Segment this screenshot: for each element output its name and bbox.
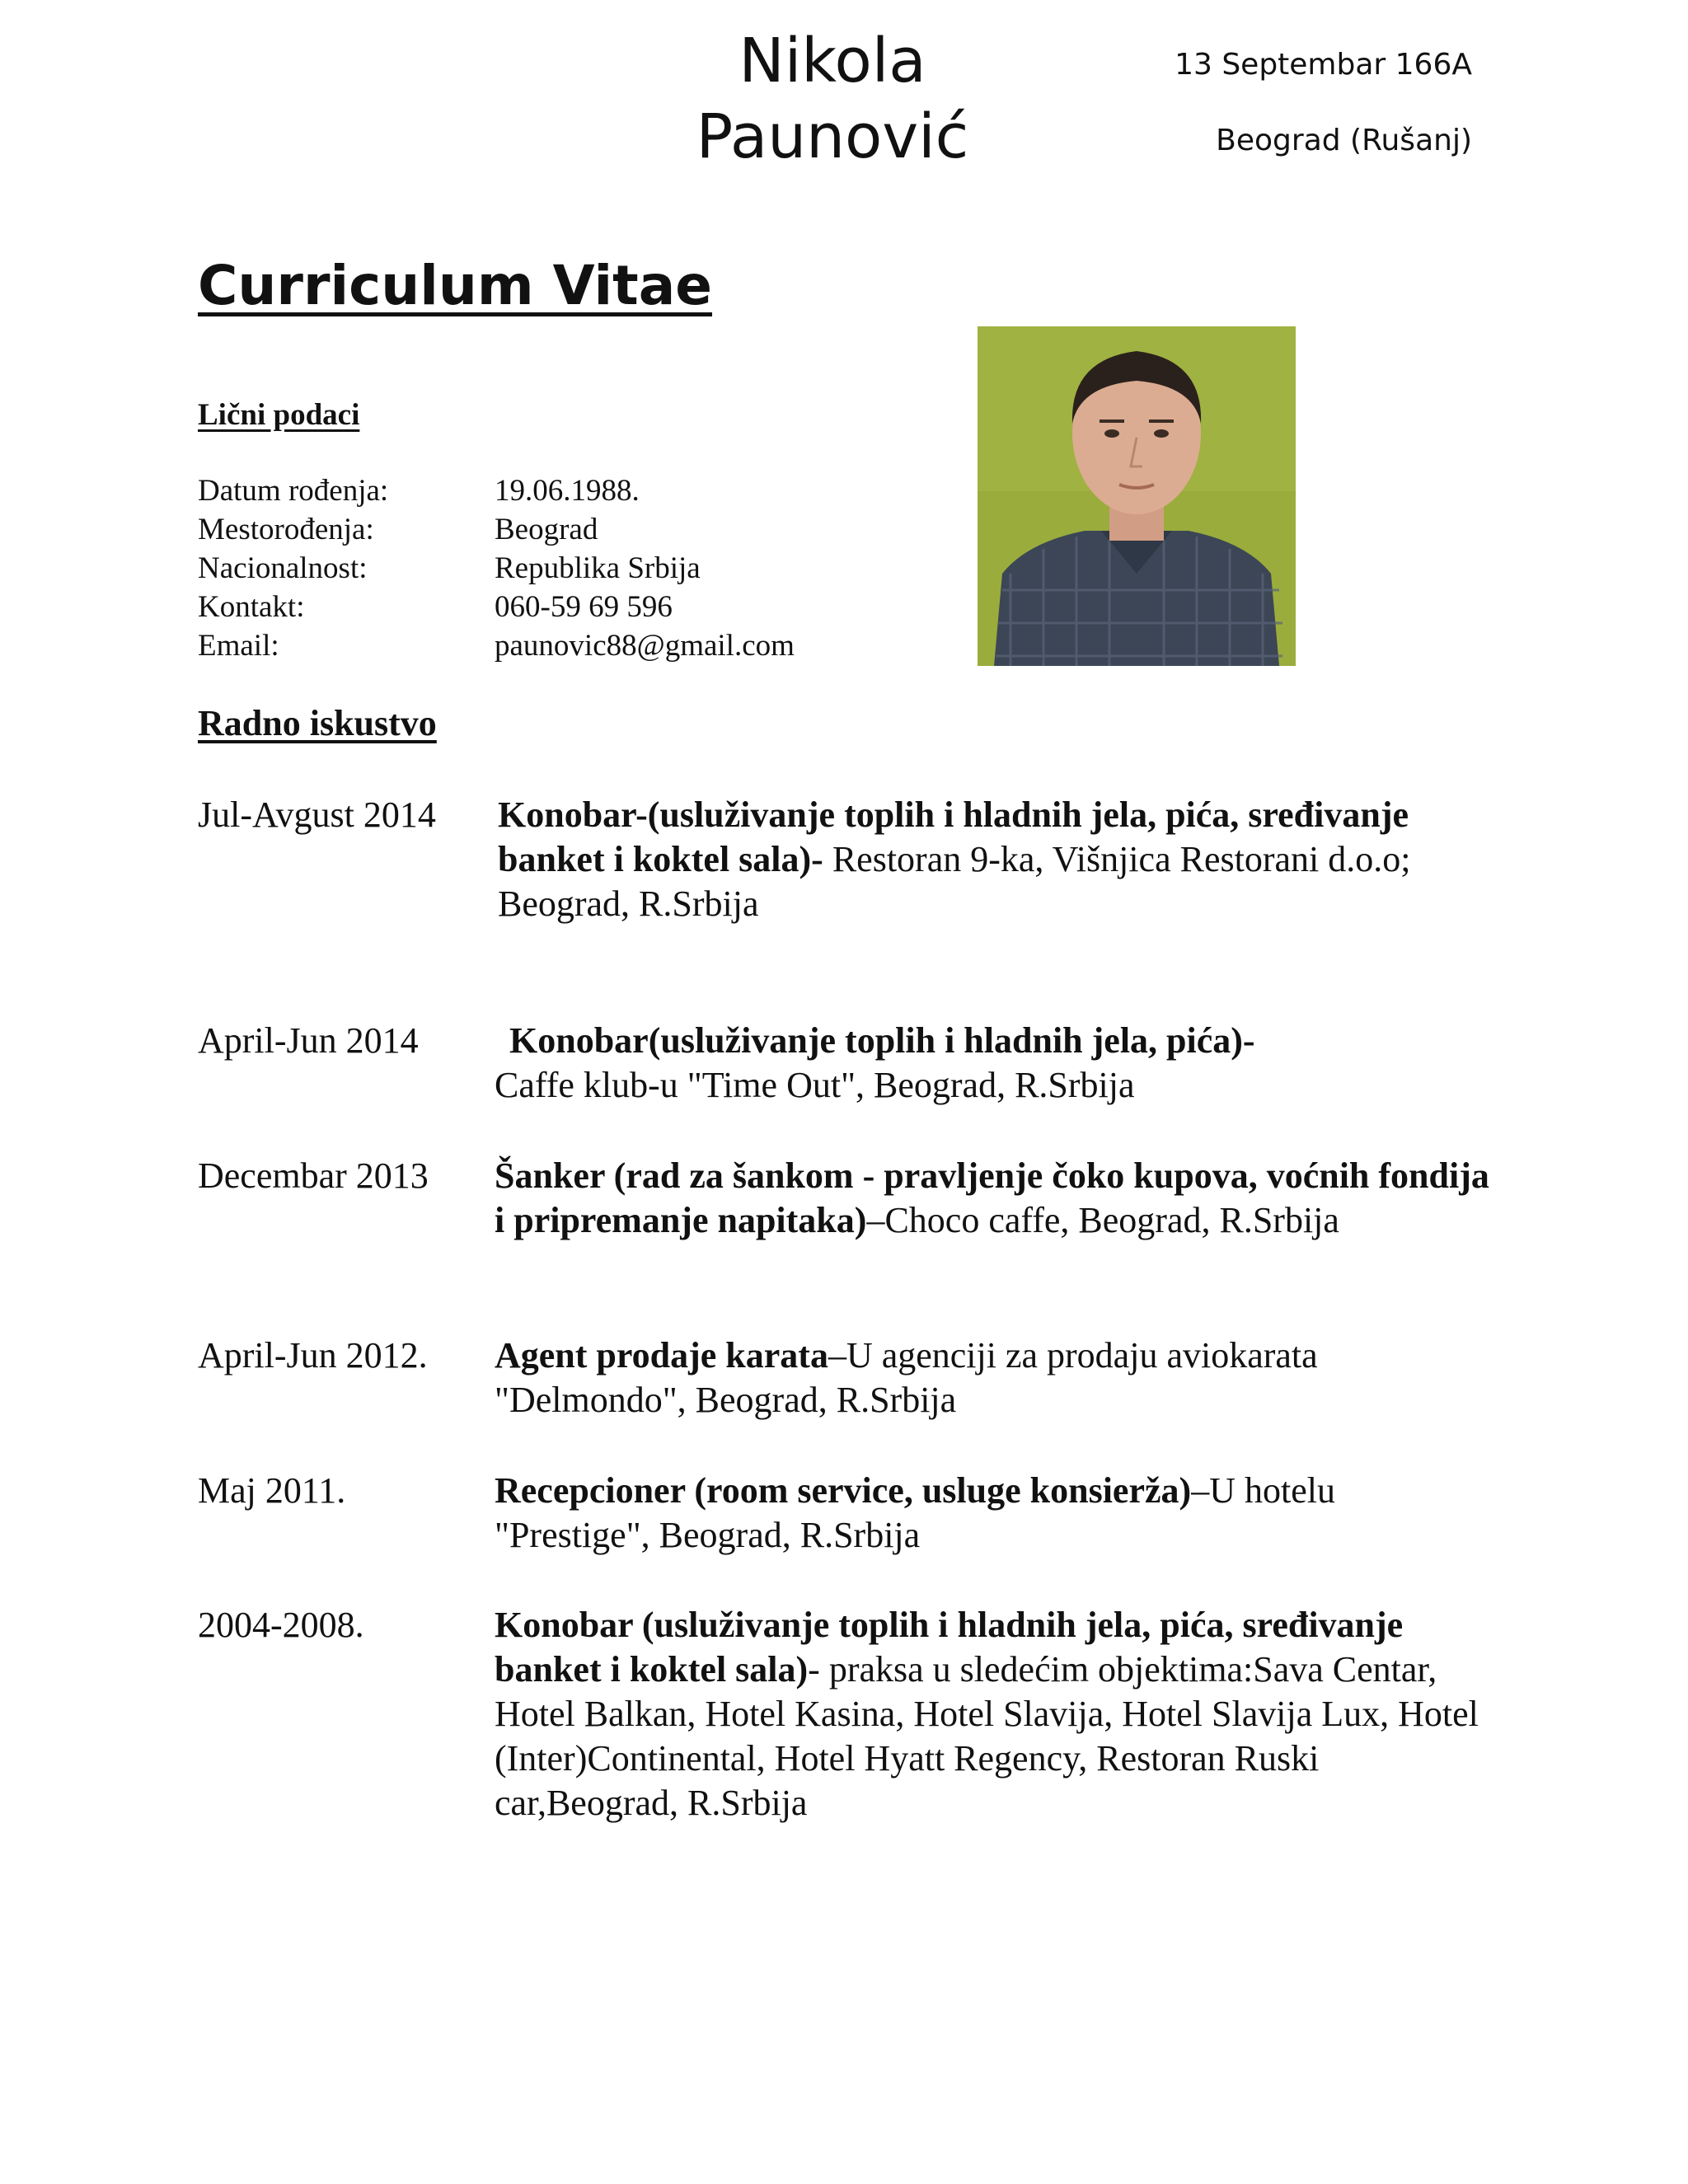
job-date: Jul-Avgust 2014: [198, 794, 436, 835]
personal-row-nationality: [198, 549, 795, 588]
personal-value: 19.06.1988.: [495, 474, 640, 508]
job-description: [495, 1603, 1492, 1825]
personal-label: Datum rođenja:: [198, 474, 389, 508]
personal-details: [198, 471, 795, 665]
personal-row-birthplace: [198, 510, 795, 549]
personal-row-birthdate: [198, 471, 795, 510]
personal-row-contact: [198, 588, 795, 626]
job-details: –Choco caffe, Beograd, R.Srbija: [866, 1200, 1339, 1240]
personal-heading: Lični podaci: [198, 398, 360, 432]
job-description: [495, 793, 1492, 926]
job-details: –U agenciji za prodaju aviokarata "Delmondo", Beograd, R.Srbija: [495, 1335, 1318, 1420]
job-title: Šanker (rad za šankom - pravljenje čoko kupova, voćnih fondija i pripremanje napitaka): [495, 1155, 1489, 1240]
job-entry: [198, 1603, 1492, 1825]
job-entry: [198, 1333, 1492, 1422]
personal-row-email: [198, 626, 795, 665]
job-description: [495, 1154, 1492, 1243]
personal-label: Email:: [198, 629, 279, 663]
work-heading: Radno iskustvo: [198, 703, 437, 743]
job-description: [495, 1469, 1492, 1558]
job-date: April-Jun 2012.: [198, 1335, 428, 1376]
job-title: Agent prodaje karata: [495, 1335, 828, 1376]
last-name: Paunović: [696, 101, 969, 172]
personal-value: Beograd: [495, 513, 598, 546]
job-details: Restoran 9-ka, Višnjica Restorani d.o.o; Beograd, R.Srbija: [498, 839, 1411, 924]
job-title: Recepcioner (room service, usluge konsierža): [495, 1470, 1192, 1511]
job-date: Decembar 2013: [198, 1155, 429, 1196]
job-title: Konobar-(usluživanje toplih i hladnih jela, pića, sređivanje banket i koktel sala)-: [498, 794, 1409, 879]
personal-label: Nacionalnost:: [198, 551, 368, 585]
full-name: [643, 23, 1022, 175]
document-title: Curriculum Vitae: [198, 254, 713, 317]
address-line1: 13 Septembar 166A: [1175, 48, 1472, 82]
job-entry: [198, 1469, 1492, 1558]
portrait-image: [978, 326, 1296, 666]
email-link[interactable]: paunovic88@gmail.com: [495, 629, 795, 663]
profile-photo: [978, 326, 1296, 666]
job-date: Maj 2011.: [198, 1470, 346, 1511]
first-name: Nikola: [738, 26, 926, 96]
job-date: 2004-2008.: [198, 1605, 364, 1645]
personal-label: Mestorođenja:: [198, 513, 374, 546]
job-entry: [198, 793, 1492, 926]
personal-value: 060-59 69 596: [495, 590, 673, 624]
job-title: Konobar (usluživanje toplih i hladnih jela, pića, sređivanje banket i koktel sala): [495, 1605, 1404, 1690]
job-date: April-Jun 2014: [198, 1020, 419, 1061]
job-title: Konobar(usluživanje toplih i hladnih jela, pića)-: [509, 1020, 1255, 1061]
job-entry: [198, 1019, 1492, 1108]
job-details: –U hotelu "Prestige", Beograd, R.Srbija: [495, 1470, 1335, 1555]
job-details: Caffe klub-u "Time Out", Beograd, R.Srbija: [495, 1065, 1135, 1105]
job-description: [495, 1019, 1492, 1108]
job-description: [495, 1333, 1492, 1422]
personal-label: Kontakt:: [198, 590, 305, 624]
job-entry: [198, 1154, 1492, 1243]
personal-value: Republika Srbija: [495, 551, 701, 585]
address-line2: Beograd (Rušanj): [1216, 124, 1472, 157]
job-details: - praksa u sledećim objektima:Sava Centar, Hotel Balkan, Hotel Kasina, Hotel Slavija, Hotel Slavija Lux, Hotel (Inter)Continental, Hotel Hyatt Regency, Restoran Ruski car,Beograd, R.Srbija: [495, 1649, 1479, 1823]
